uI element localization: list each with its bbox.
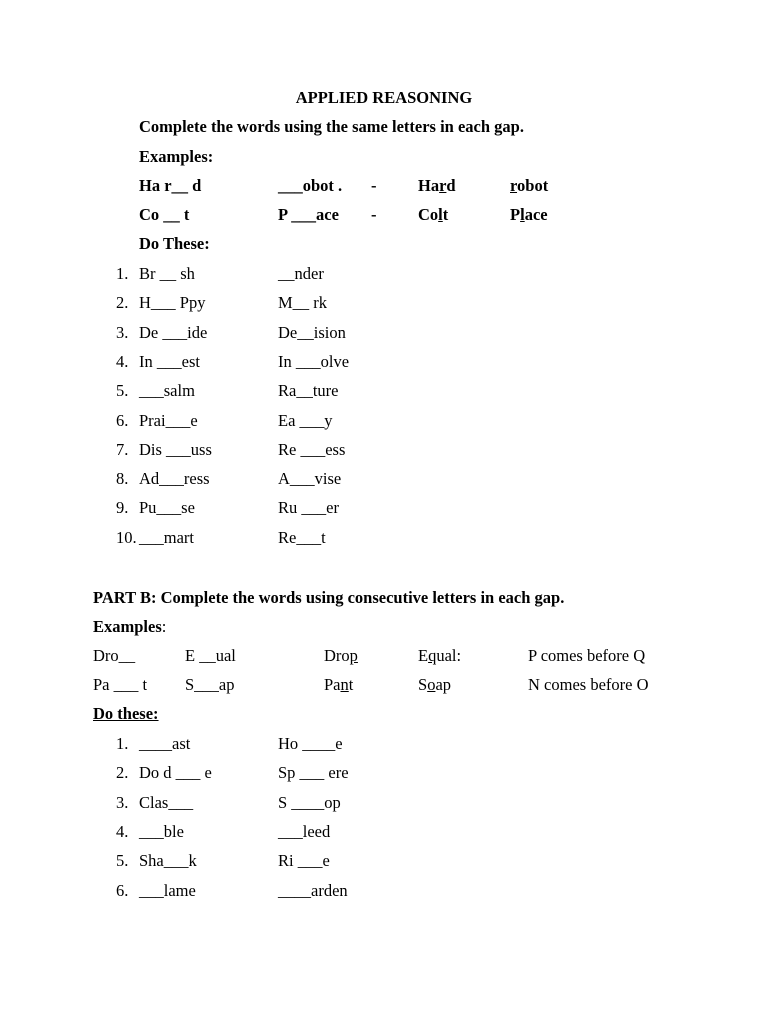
example-word-1: Dro__	[93, 646, 136, 665]
example-answer-1: Pant	[324, 675, 354, 694]
item-number: 6.	[116, 410, 129, 430]
gap-word-1: Sha___k	[139, 851, 197, 871]
example-word-2: E __ual	[185, 646, 236, 665]
gap-word-2: Ru ___er	[278, 498, 339, 518]
example-answer-2: Equal:	[418, 646, 462, 665]
item-number: 4.	[116, 351, 129, 371]
gap-word-1: ___salm	[139, 381, 195, 401]
gap-word-1: ____ast	[139, 734, 191, 753]
item-number: 2.	[116, 293, 129, 313]
example-word-2: S___ap	[185, 675, 235, 694]
part-a-instruction: Complete the words using the same letters in each gap.	[139, 117, 524, 136]
item-number: 8.	[116, 469, 129, 489]
item-number: 10.	[116, 527, 137, 547]
part-b-instruction: Complete the words using consecutive letters in each gap.	[160, 588, 565, 607]
gap-word-1: ___mart	[139, 527, 194, 547]
example-dash: -	[371, 176, 377, 195]
gap-word-1: De ___ide	[139, 322, 208, 342]
part-b-examples-label: Examples:	[93, 617, 167, 636]
gap-word-2: S ____op	[278, 792, 341, 812]
example-answer-2: Place	[510, 205, 548, 224]
gap-word-1: Clas___	[139, 792, 194, 812]
gap-word-2: Ra__ture	[278, 381, 339, 401]
gap-word-1: ___lame	[139, 880, 196, 900]
gap-word-1: Ad___ress	[139, 469, 210, 489]
item-number: 6.	[116, 880, 129, 900]
gap-word-1: In ___est	[139, 351, 200, 371]
gap-word-2: Re ___ess	[278, 439, 346, 459]
gap-word-1: Do d ___ e	[139, 763, 212, 783]
example-word-1: Pa ___ t	[93, 675, 148, 694]
item-number: 1.	[116, 264, 129, 283]
example-answer-2: robot	[510, 176, 549, 195]
example-dash: -	[371, 205, 377, 224]
part-b-label: PART B:	[93, 588, 157, 607]
example-note: N comes before O	[528, 675, 649, 694]
page-title: APPLIED REASONING	[295, 88, 473, 107]
part-b-instruction-line	[93, 588, 564, 608]
gap-word-2: M__ rk	[278, 293, 328, 313]
gap-word-2: Ea ___y	[278, 410, 333, 430]
item-number: 3.	[116, 322, 129, 342]
gap-word-2: De__ision	[278, 322, 346, 342]
gap-word-1: Dis ___uss	[139, 439, 212, 459]
item-number: 9.	[116, 498, 129, 518]
item-number: 7.	[116, 439, 129, 459]
example-answer-1: Colt	[418, 205, 449, 224]
part-b-do-label: Do these:	[93, 704, 159, 723]
gap-word-2: ____arden	[278, 880, 348, 900]
example-word-2: ___obot .	[278, 176, 343, 195]
gap-word-2: Ho ____e	[278, 734, 343, 753]
gap-word-2: Re___t	[278, 527, 326, 547]
item-number: 2.	[116, 763, 129, 783]
item-number: 1.	[116, 734, 129, 753]
gap-word-2: Sp ___ ere	[278, 763, 349, 783]
item-number: 3.	[116, 792, 129, 812]
gap-word-2: ___leed	[278, 821, 331, 841]
example-word-1: Co __ t	[139, 205, 190, 224]
item-number: 4.	[116, 821, 129, 841]
item-number: 5.	[116, 851, 129, 871]
part-a-do-label: Do These:	[139, 234, 210, 253]
gap-word-2: Ri ___e	[278, 851, 330, 871]
gap-word-2: In ___olve	[278, 351, 350, 371]
gap-word-1: H___ Ppy	[139, 293, 206, 313]
part-a-examples-label: Examples:	[139, 147, 214, 166]
gap-word-2: __nder	[278, 264, 324, 283]
example-note: P comes before Q	[528, 646, 646, 665]
gap-word-1: Br __ sh	[139, 264, 195, 283]
gap-word-1: Pu___se	[139, 498, 195, 518]
example-word-2: P ___ace	[278, 205, 339, 224]
example-word-1: Ha r__ d	[139, 176, 202, 195]
example-answer-2: Soap	[418, 675, 452, 694]
item-number: 5.	[116, 381, 129, 401]
gap-word-1: ___ble	[139, 821, 184, 841]
gap-word-2: A___vise	[278, 469, 342, 489]
example-answer-1: Hard	[418, 176, 456, 195]
gap-word-1: Prai___e	[139, 410, 198, 430]
example-answer-1: Drop	[324, 646, 358, 665]
